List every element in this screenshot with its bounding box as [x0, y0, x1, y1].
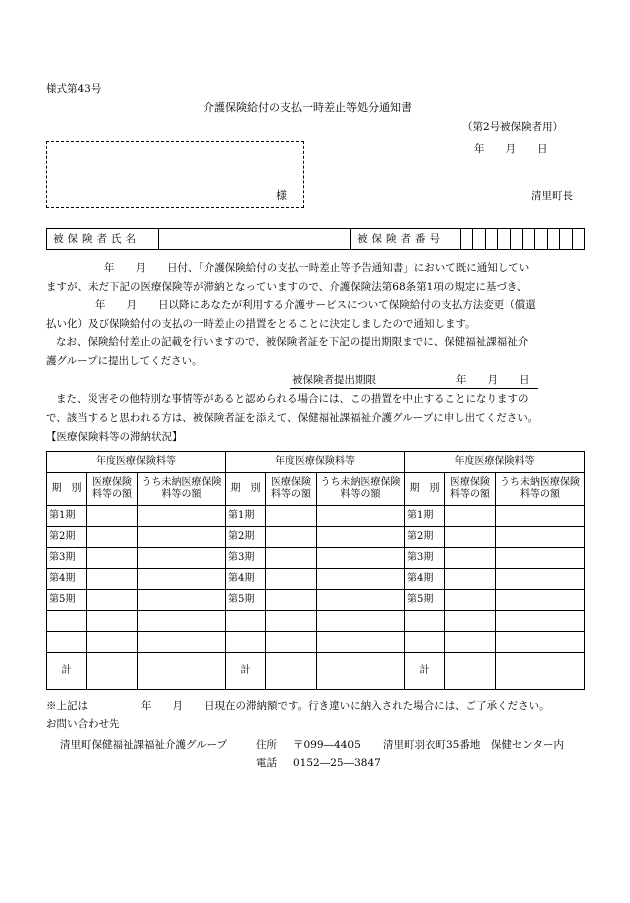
period-label: 第4期	[405, 569, 445, 590]
note-prefix: ※上記は	[46, 700, 88, 712]
total-label: 計	[405, 653, 445, 690]
col-unpaid: うち未納医療保険料等の額	[496, 473, 585, 506]
table-row	[47, 569, 585, 590]
insured-number-digit	[547, 229, 559, 250]
contact-office: 清里町保健福祉課福祉介護グループ	[60, 739, 228, 751]
insured-type: （第2号被保険者用）	[462, 121, 564, 133]
body-p1-line1: 年 月 日付、「介護保険給付の支払一時差止等予告通知書」において既に通知してい	[104, 262, 530, 274]
total-row	[47, 653, 585, 690]
body-p1-line4: 払い化）及び保険給付の支払の一時差止の措置をとることに決定しましたので通知します。	[46, 318, 476, 330]
insured-number-digit	[473, 229, 485, 250]
period-label: 第2期	[405, 527, 445, 548]
insured-info-table	[46, 228, 585, 250]
body-p2-line1: なお、保険給付差止の記載を行いますので、被保険者証を下記の提出期限までに、保健福祉課福祉介	[56, 336, 529, 348]
table-row	[47, 506, 585, 527]
insured-name-label: 被保険者氏名	[47, 229, 159, 250]
period-label: 第1期	[226, 506, 266, 527]
contact-label: お問い合わせ先	[46, 718, 120, 730]
addressee-suffix: 様	[276, 188, 287, 202]
year-group-header: 年度医療保険料等	[226, 452, 405, 473]
col-amount: 医療保険料等の額	[266, 473, 317, 506]
col-period: 期 別	[405, 473, 445, 506]
period-label: 第1期	[47, 506, 87, 527]
col-amount: 医療保険料等の額	[445, 473, 496, 506]
period-label: 第5期	[405, 590, 445, 611]
body-p3-line2: で、該当すると思われる方は、被保険者証を添えて、保健福祉課福祉介護グループに申し出てください。	[46, 412, 539, 424]
col-unpaid: うち未納医療保険料等の額	[138, 473, 226, 506]
table-row	[47, 632, 585, 653]
insured-number-digit	[535, 229, 547, 250]
body-p2-line2: 護グループに提出してください。	[46, 355, 203, 367]
table-row	[47, 527, 585, 548]
addressee-box	[46, 141, 304, 208]
year-group-header: 年度医療保険料等	[47, 452, 226, 473]
deadline-underline	[290, 388, 538, 389]
period-label: 第5期	[47, 590, 87, 611]
table-row	[47, 611, 585, 632]
insured-number-digit	[510, 229, 522, 250]
period-label: 第3期	[405, 548, 445, 569]
phone-label: 電話	[256, 757, 277, 769]
col-unpaid: うち未納医療保険料等の額	[317, 473, 405, 506]
insured-number-label: 被保険者番号	[351, 229, 461, 250]
note-text: 年 月 日現在の滞納額です。行き違いに納入された場合には、ご了承ください。	[141, 700, 550, 712]
insured-number-digit	[560, 229, 572, 250]
contact-address: 清里町羽衣町35番地 保健センター内	[383, 739, 564, 751]
postal-code: 〒099―4405	[293, 739, 361, 751]
arrears-heading: 【医療保険料等の滞納状況】	[46, 431, 183, 443]
deadline-date: 年 月 日	[456, 374, 530, 386]
col-period: 期 別	[226, 473, 266, 506]
col-period: 期 別	[47, 473, 87, 506]
total-label: 計	[47, 653, 87, 690]
body-p1-line2: ますが、未だ下記の医療保険等が滞納となっていますので、介護保険法第68条第1項の規定に基づき、	[46, 281, 528, 293]
insured-name-field	[159, 229, 351, 250]
period-label: 第4期	[47, 569, 87, 590]
deadline-label: 被保険者提出期限	[292, 374, 376, 386]
period-label: 第4期	[226, 569, 266, 590]
period-label: 第5期	[226, 590, 266, 611]
arrears-table	[46, 451, 585, 690]
period-label: 第3期	[226, 548, 266, 569]
body-p1-line3: 年 月 日以降にあなたが利用する介護サービスについて保険給付の支払方法変更（償還	[95, 299, 536, 311]
document-title: 介護保険給付の支払一時差止等処分通知書	[203, 101, 412, 114]
period-label: 第2期	[226, 527, 266, 548]
insured-number-digit	[498, 229, 510, 250]
col-amount: 医療保険料等の額	[87, 473, 138, 506]
year-group-header: 年度医療保険料等	[405, 452, 585, 473]
insured-number-digit	[572, 229, 584, 250]
issue-date: 年 月 日	[474, 143, 548, 155]
issuer: 清里町長	[531, 190, 573, 202]
total-label: 計	[226, 653, 266, 690]
table-row	[47, 548, 585, 569]
phone-number: 0152―25―3847	[293, 757, 381, 769]
period-label: 第3期	[47, 548, 87, 569]
table-row	[47, 590, 585, 611]
form-number: 様式第43号	[46, 83, 102, 95]
insured-number-digit	[522, 229, 534, 250]
period-label: 第1期	[405, 506, 445, 527]
insured-number-digit	[485, 229, 497, 250]
body-p3-line1: また、災害その他特別な事情等があると認められる場合には、この措置を中止することになりますの	[56, 393, 529, 405]
insured-number-digit	[461, 229, 473, 250]
period-label: 第2期	[47, 527, 87, 548]
address-label: 住所	[256, 739, 277, 751]
